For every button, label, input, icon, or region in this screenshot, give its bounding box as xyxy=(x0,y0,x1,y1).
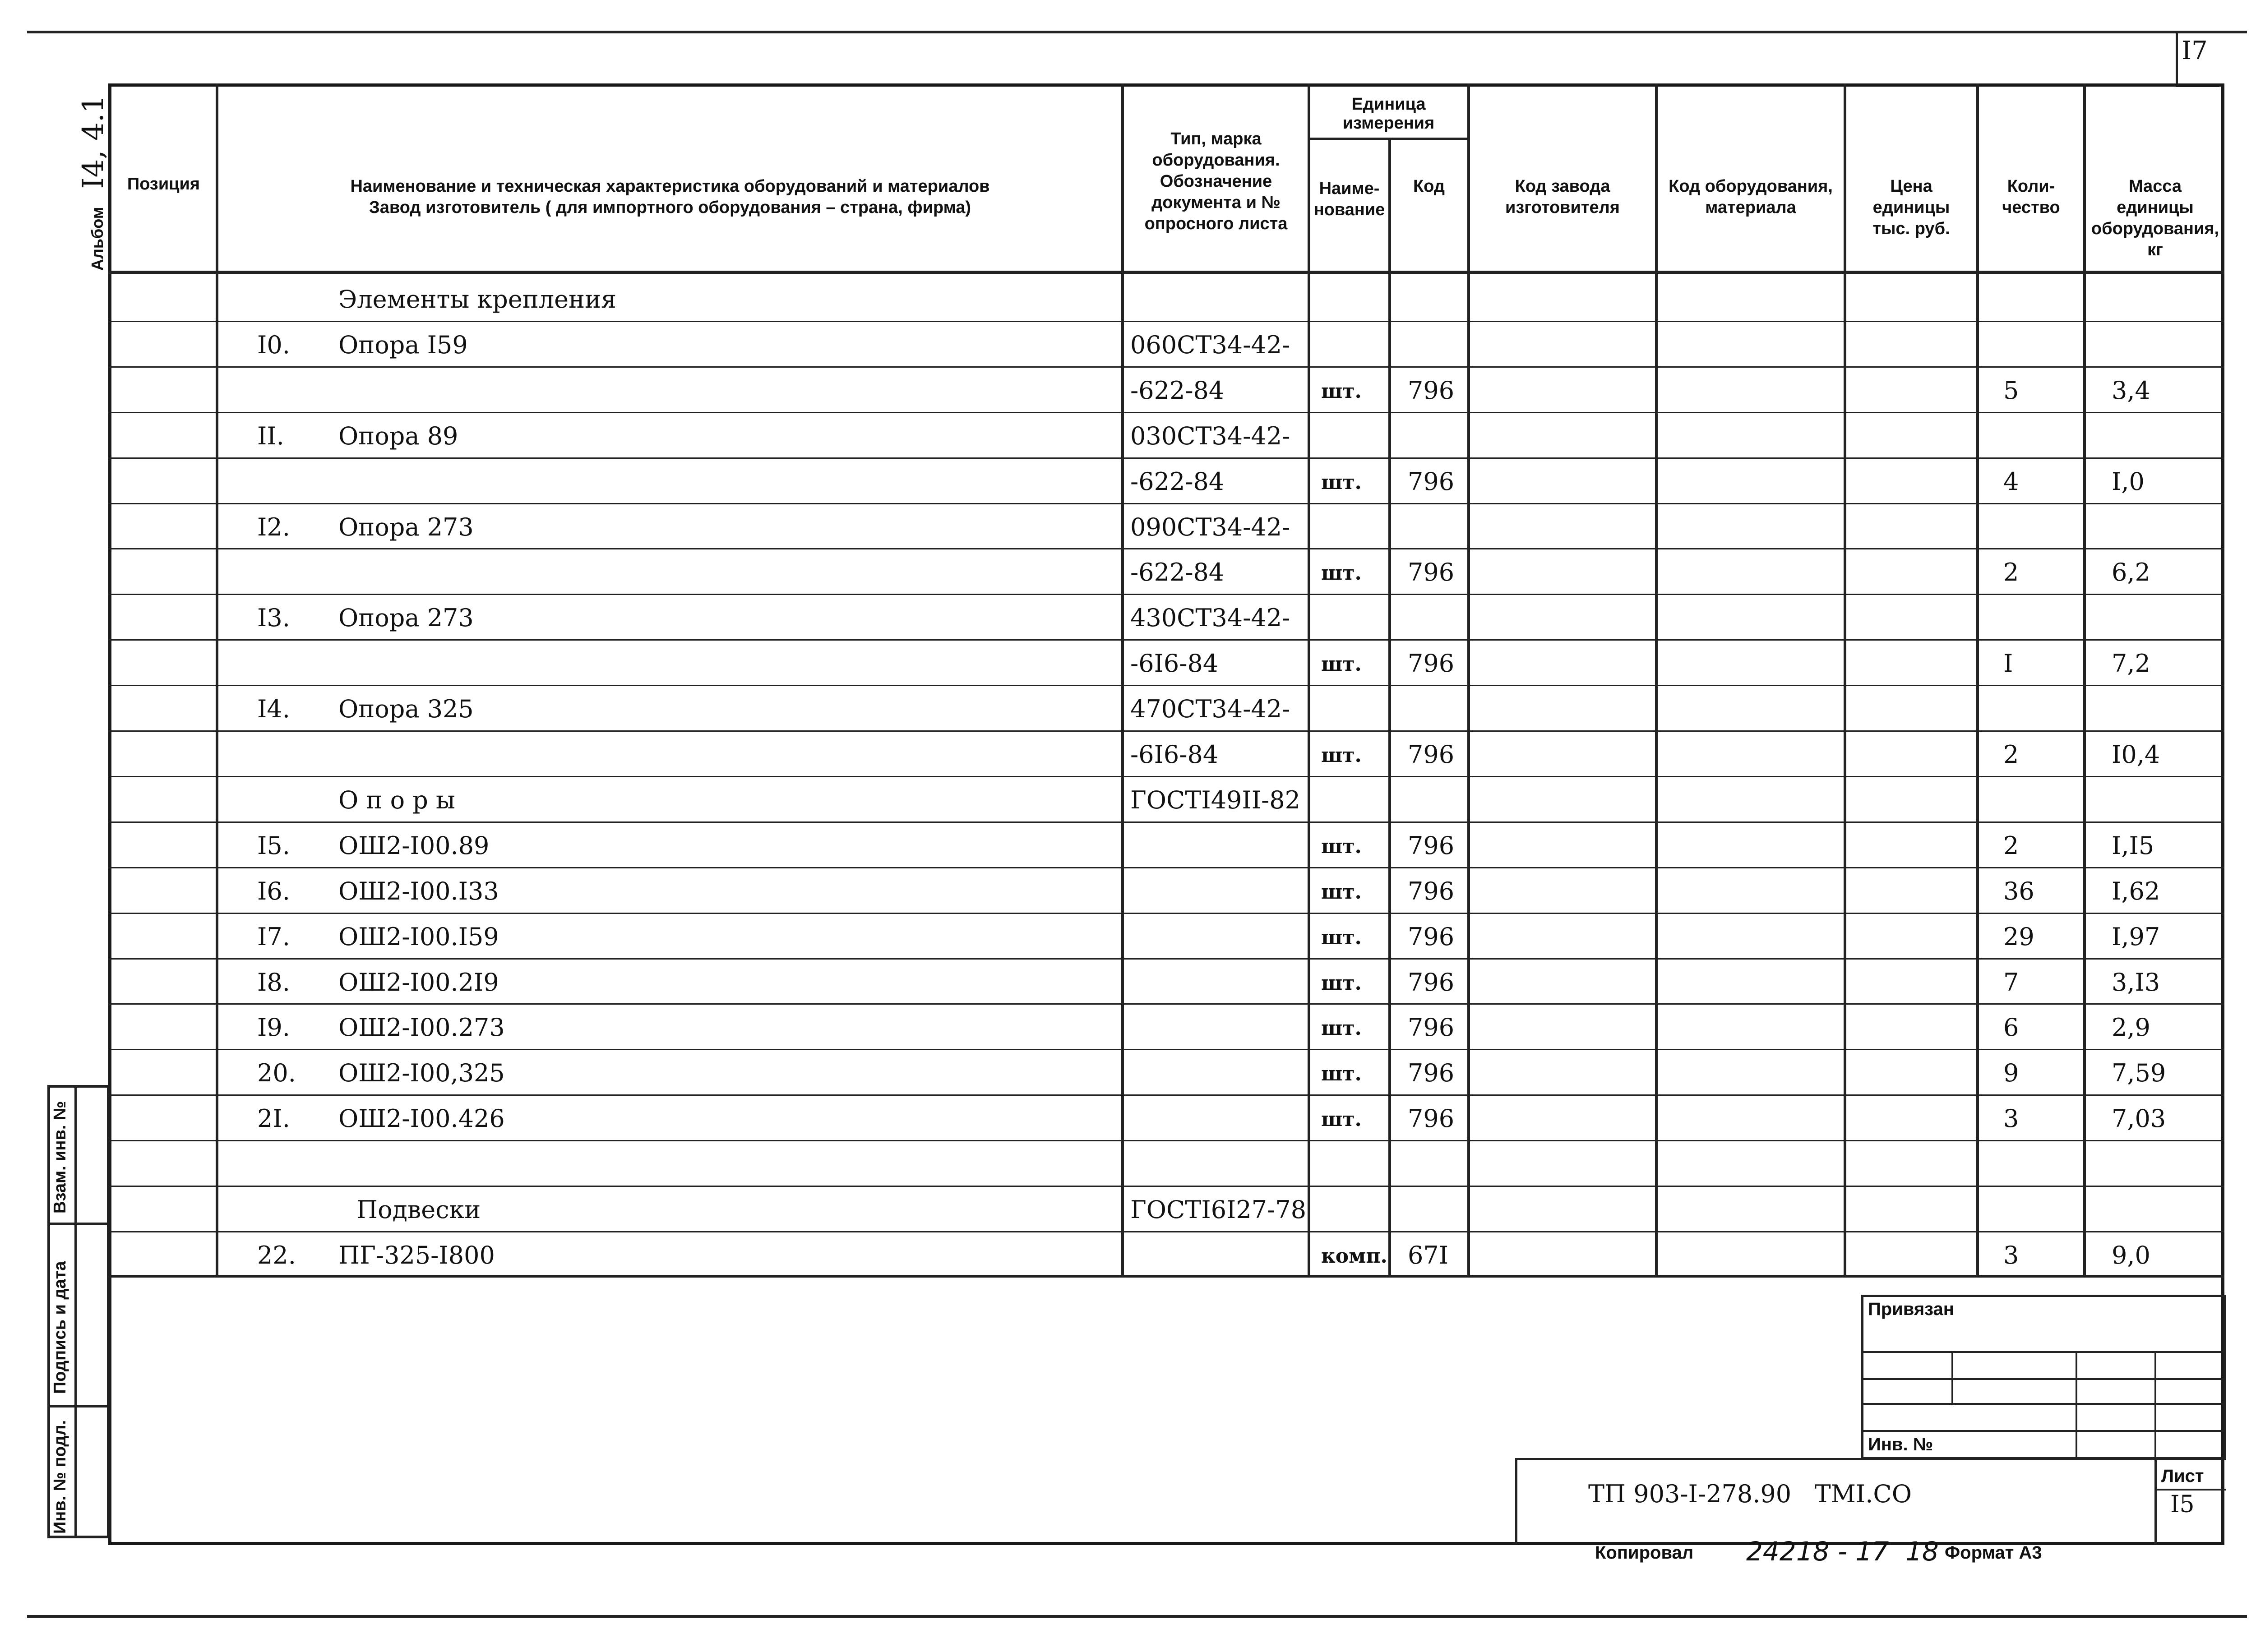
side-stamp-line-2 xyxy=(47,1405,110,1407)
header-unit-group xyxy=(1308,95,1469,133)
cell-qty: 7 xyxy=(2003,968,2019,997)
header-quantity xyxy=(1979,176,2083,218)
sheet-top-line xyxy=(27,31,2247,33)
cell-type: -622-84 xyxy=(1130,376,1225,405)
cell-qty: I xyxy=(2003,649,2013,678)
table-row xyxy=(0,1231,2256,1277)
cell-mass: 7,03 xyxy=(2112,1104,2166,1133)
cell-code: 796 xyxy=(1408,877,1455,905)
header-unit-name xyxy=(1310,178,1389,221)
cell-type: -622-84 xyxy=(1130,467,1225,496)
privyazan-line-2 xyxy=(1861,1378,2226,1380)
cell-mass: 3,4 xyxy=(2112,376,2150,405)
cell-qty: 3 xyxy=(2003,1104,2019,1133)
table-row xyxy=(0,503,2256,549)
header-price xyxy=(1846,176,1976,240)
cell-mass: I,I5 xyxy=(2112,831,2154,860)
cell-pos: II. xyxy=(257,421,284,450)
header-quantity-l0: Коли- xyxy=(2007,177,2055,196)
table-row xyxy=(0,412,2256,457)
table-row xyxy=(0,821,2256,867)
side-podpis: Подпись и дата xyxy=(51,1261,69,1394)
header-factory-code xyxy=(1470,176,1655,218)
header-type-l2: Обозначение xyxy=(1160,172,1272,191)
header-price-l1: единицы xyxy=(1872,198,1950,217)
table-row xyxy=(0,913,2256,958)
cell-name: ОШ2-I00.426 xyxy=(338,1104,505,1133)
cell-mass: 9,0 xyxy=(2112,1241,2150,1269)
cell-mass: I0,4 xyxy=(2112,740,2160,769)
side-stamp-divider xyxy=(74,1085,77,1538)
header-type-l1: оборудования. xyxy=(1152,151,1280,170)
header-factory-code-l1: изготовителя xyxy=(1505,198,1620,217)
header-mass-l0: Масса xyxy=(2128,177,2182,196)
footer-order-no: 24218 - 17 18 xyxy=(1746,1536,1939,1567)
cell-code: 796 xyxy=(1408,558,1455,587)
cell-name: Опора I59 xyxy=(338,330,468,359)
header-price-l2: тыс. руб. xyxy=(1872,219,1950,238)
cell-pos: 2I. xyxy=(257,1104,290,1133)
cell-qty: 2 xyxy=(2003,558,2019,587)
cell-mass: 7,2 xyxy=(2112,649,2150,678)
cell-unit: шт. xyxy=(1321,1017,1362,1040)
cell-unit: комп. xyxy=(1321,1244,1387,1268)
cell-code: 796 xyxy=(1408,831,1455,860)
cell-pos: I4. xyxy=(257,695,290,724)
cell-unit: шт. xyxy=(1321,653,1362,676)
header-mass-l2: оборудования, xyxy=(2091,219,2219,238)
header-name-line2: Завод изготовитель ( для импортного оборудования – страна, фирма) xyxy=(369,198,971,217)
cell-code: 796 xyxy=(1408,922,1455,951)
cell-unit: шт. xyxy=(1321,471,1362,494)
cell-pos: I5. xyxy=(257,831,290,860)
header-price-l0: Цена xyxy=(1890,177,1932,196)
cell-mass: 6,2 xyxy=(2112,558,2150,587)
doc-code: ТП 903-I-278.90 ТМI.СО xyxy=(1588,1480,1912,1508)
list-label: Лист xyxy=(2161,1466,2204,1486)
table-row xyxy=(0,685,2256,730)
cell-code: 796 xyxy=(1408,740,1455,769)
cell-qty: 4 xyxy=(2003,467,2019,496)
privyazan-col-2 xyxy=(2076,1351,2077,1459)
header-mass-l3: кг xyxy=(2147,240,2163,259)
side-stamp-line-1 xyxy=(47,1223,110,1225)
header-equipment-code xyxy=(1658,176,1844,218)
cell-code: 796 xyxy=(1408,1059,1455,1088)
cell-type: 030СТ34-42- xyxy=(1130,421,1290,450)
cell-qty: 3 xyxy=(2003,1241,2019,1269)
cell-unit: шт. xyxy=(1321,744,1362,767)
side-inv-podl: Инв. № подл. xyxy=(51,1420,69,1534)
corner-number: I7 xyxy=(2182,36,2208,65)
cell-unit: шт. xyxy=(1321,926,1362,949)
cell-type: -6I6-84 xyxy=(1130,740,1219,769)
cell-name: Элементы крепления xyxy=(338,285,617,314)
album-number: I4, 4.1 xyxy=(77,95,110,189)
cell-code: 796 xyxy=(1408,649,1455,678)
header-unit-name-l0: Наиме- xyxy=(1319,179,1380,198)
cell-qty: 29 xyxy=(2003,922,2034,951)
cell-code: 796 xyxy=(1408,1104,1455,1133)
side-vzam: Взам. инв. № xyxy=(51,1101,69,1214)
cell-code: 796 xyxy=(1408,1013,1455,1042)
header-equipment-code-l0: Код оборудования, xyxy=(1669,177,1833,196)
header-equipment-code-l1: материала xyxy=(1705,198,1796,217)
header-unit-name-l1: нование xyxy=(1313,200,1385,219)
cell-pos: 20. xyxy=(257,1059,296,1088)
privyazan-line-3 xyxy=(1861,1403,2226,1405)
table-row xyxy=(0,1094,2256,1140)
header-unit-code: Код xyxy=(1413,177,1445,196)
footer-kopiroval: Копировал xyxy=(1595,1543,1694,1563)
cell-type: 060СТ34-42- xyxy=(1130,330,1290,359)
table-row xyxy=(0,639,2256,685)
header-bottom-line xyxy=(108,271,2224,274)
album-label xyxy=(77,95,110,271)
table-row xyxy=(0,457,2256,503)
table-row xyxy=(0,1186,2256,1231)
cell-pos: I2. xyxy=(257,512,290,541)
cell-unit: шт. xyxy=(1321,835,1362,858)
cell-pos: I9. xyxy=(257,1013,290,1042)
cell-type: -6I6-84 xyxy=(1130,649,1219,678)
cell-type: ГОСТI6I27-78 xyxy=(1130,1195,1307,1224)
cell-name: ОШ2-I00.273 xyxy=(338,1013,505,1042)
header-type xyxy=(1126,129,1306,235)
cell-unit: шт. xyxy=(1321,971,1362,995)
table-row xyxy=(0,958,2256,1004)
cell-unit: шт. xyxy=(1321,880,1362,904)
cell-name: ОШ2-I00.I33 xyxy=(338,877,499,905)
table-row xyxy=(0,1003,2256,1049)
cell-pos: I8. xyxy=(257,968,290,997)
header-type-l0: Тип, марка xyxy=(1170,129,1262,148)
cell-qty: 5 xyxy=(2003,376,2019,405)
list-divider xyxy=(2154,1489,2226,1490)
cell-pos: 22. xyxy=(257,1241,296,1269)
cell-name: ОШ2-I00,325 xyxy=(338,1059,505,1088)
cell-code: 796 xyxy=(1408,376,1455,405)
cell-mass: 7,59 xyxy=(2112,1059,2166,1088)
header-mass xyxy=(2086,176,2224,261)
header-unit-group-l0: Единица xyxy=(1351,95,1426,114)
unit-group-line xyxy=(1308,138,1469,140)
cell-name: Опора 89 xyxy=(338,421,458,450)
cell-code: 67I xyxy=(1408,1241,1449,1269)
cell-name: ПГ-325-I800 xyxy=(338,1241,495,1269)
cell-mass: I,97 xyxy=(2112,922,2160,951)
table-row xyxy=(0,594,2256,639)
header-type-l3: документа и № xyxy=(1151,193,1281,212)
cell-qty: 2 xyxy=(2003,831,2019,860)
table-row xyxy=(0,1049,2256,1094)
cell-code: 796 xyxy=(1408,467,1455,496)
cell-type: -622-84 xyxy=(1130,558,1225,587)
cell-qty: 2 xyxy=(2003,740,2019,769)
cell-name: ОШ2-I00.I59 xyxy=(338,922,499,951)
privyazan-line-1 xyxy=(1861,1351,2226,1353)
table-row xyxy=(0,776,2256,821)
cell-mass: 3,I3 xyxy=(2112,968,2160,997)
cell-pos: I0. xyxy=(257,330,290,359)
header-name xyxy=(221,176,1119,218)
table-row xyxy=(0,1140,2256,1186)
cell-pos: I6. xyxy=(257,877,290,905)
privyazan-col-3 xyxy=(2154,1351,2156,1459)
cell-unit: шт. xyxy=(1321,379,1362,403)
inv-no-label: Инв. № xyxy=(1868,1435,1933,1454)
cell-name: О п о р ы xyxy=(338,785,455,814)
table-row xyxy=(0,366,2256,412)
header-unit-group-l1: измерения xyxy=(1342,114,1435,133)
cell-unit: шт. xyxy=(1321,1062,1362,1086)
cell-qty: 6 xyxy=(2003,1013,2019,1042)
cell-code: 796 xyxy=(1408,968,1455,997)
cell-mass: I,62 xyxy=(2112,877,2160,905)
cell-mass: 2,9 xyxy=(2112,1013,2150,1042)
cell-name: ОШ2-I00.2I9 xyxy=(338,968,499,997)
cell-pos: I3. xyxy=(257,604,290,632)
header-factory-code-l0: Код завода xyxy=(1515,177,1610,196)
cell-type: ГОСТI49II-82 xyxy=(1130,785,1301,814)
table-row xyxy=(0,730,2256,776)
privyazan-line-4 xyxy=(1861,1430,2226,1432)
table-row xyxy=(0,275,2256,321)
cell-qty: 36 xyxy=(2003,877,2034,905)
table-row xyxy=(0,867,2256,913)
cell-mass: I,0 xyxy=(2112,467,2145,496)
table-row xyxy=(0,548,2256,594)
cell-type: 470СТ34-42- xyxy=(1130,695,1290,724)
cell-pos: I7. xyxy=(257,922,290,951)
cell-type: 090СТ34-42- xyxy=(1130,512,1290,541)
cell-name: Опора 273 xyxy=(338,512,474,541)
cell-unit: шт. xyxy=(1321,562,1362,585)
cell-name: Подвески xyxy=(356,1195,481,1224)
header-name-line1: Наименование и техническая характеристика оборудований и материалов xyxy=(350,177,990,196)
header-quantity-l1: чество xyxy=(2002,198,2060,217)
header-type-l4: опросного листа xyxy=(1144,214,1288,233)
privyazan-col-1 xyxy=(1951,1351,1953,1405)
cell-name: ОШ2-I00.89 xyxy=(338,831,490,860)
header-mass-l1: единицы xyxy=(2117,198,2194,217)
cell-name: Опора 273 xyxy=(338,604,474,632)
cell-qty: 9 xyxy=(2003,1059,2019,1088)
album-label-text: Альбом xyxy=(88,207,106,271)
list-number: I5 xyxy=(2170,1491,2195,1518)
cell-unit: шт. xyxy=(1321,1108,1362,1131)
sheet-bottom-line xyxy=(27,1615,2247,1618)
privyazan-label: Привязан xyxy=(1868,1299,1954,1319)
footer-format: Формат А3 xyxy=(1945,1543,2042,1563)
cell-type: 430СТ34-42- xyxy=(1130,604,1290,632)
cell-name: Опора 325 xyxy=(338,695,474,724)
table-row xyxy=(0,321,2256,366)
header-position: Позиция xyxy=(127,175,200,194)
